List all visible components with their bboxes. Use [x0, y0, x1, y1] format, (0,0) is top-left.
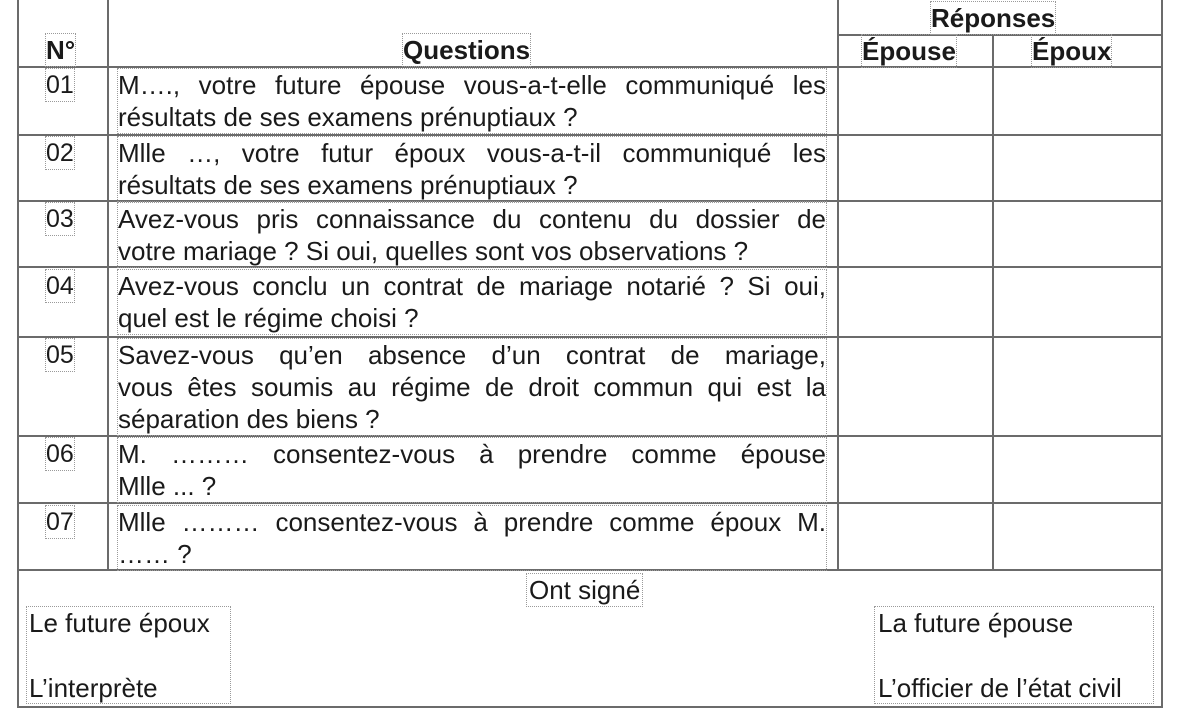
- header-responses: Réponses: [931, 3, 1056, 33]
- row-number: 02: [46, 139, 74, 167]
- bride-signature-label: La future épouse: [878, 608, 1074, 638]
- table-border-right: [1161, 0, 1163, 708]
- groom-signature-label: Le future époux: [29, 608, 210, 638]
- table-border-left: [17, 0, 19, 708]
- officer-signature-label: L’officier de l’état civil: [878, 673, 1122, 703]
- signed-heading: Ont signé: [529, 575, 641, 605]
- question-text: M. ……… consentez-vous à prendre comme épouse Mlle ... ?: [118, 439, 826, 501]
- header-bottom-line: [17, 66, 1163, 68]
- table-border-bottom: [17, 706, 1163, 708]
- col-divider-responses: [992, 35, 994, 570]
- header-spouse-male: Époux: [1032, 36, 1112, 66]
- question-text: Mlle …, votre futur époux vous-a-t-il communiqué les résultats de ses examens prénuptiaux ?: [118, 138, 826, 200]
- col-divider-num: [107, 0, 109, 570]
- question-text: Avez-vous conclu un contrat de mariage notarié ? Si oui, quel est le régime choisi ?: [118, 271, 826, 333]
- row-line-4: [17, 336, 1163, 338]
- question-text: Savez-vous qu’en absence d’un contrat de mariage, vous êtes soumis au régime de droit commun qui est la séparation des biens ?: [118, 340, 826, 434]
- row-line-6: [17, 502, 1163, 504]
- row-line-1: [17, 134, 1163, 136]
- header-questions: Questions: [403, 35, 531, 65]
- row-number: 07: [46, 508, 74, 536]
- row-number: 03: [46, 205, 74, 233]
- row-number: 04: [46, 272, 74, 300]
- header-num: N°: [46, 35, 76, 65]
- row-number: 06: [46, 440, 74, 468]
- row-line-5: [17, 435, 1163, 437]
- col-divider-questions: [837, 0, 839, 570]
- question-text: M…., votre future épouse vous-a-t-elle communiqué les résultats de ses examens prénuptiaux ?: [118, 70, 826, 132]
- row-number: 01: [46, 71, 74, 99]
- question-text: Mlle ……… consentez-vous à prendre comme époux M. …… ?: [118, 507, 826, 569]
- header-spouse-female: Épouse: [862, 36, 956, 66]
- interpreter-signature-label: L’interprète: [29, 673, 158, 703]
- row-number: 05: [46, 341, 74, 369]
- question-text: Avez-vous pris connaissance du contenu du dossier de votre mariage ? Si oui, quelles sont vos observations ?: [118, 204, 826, 266]
